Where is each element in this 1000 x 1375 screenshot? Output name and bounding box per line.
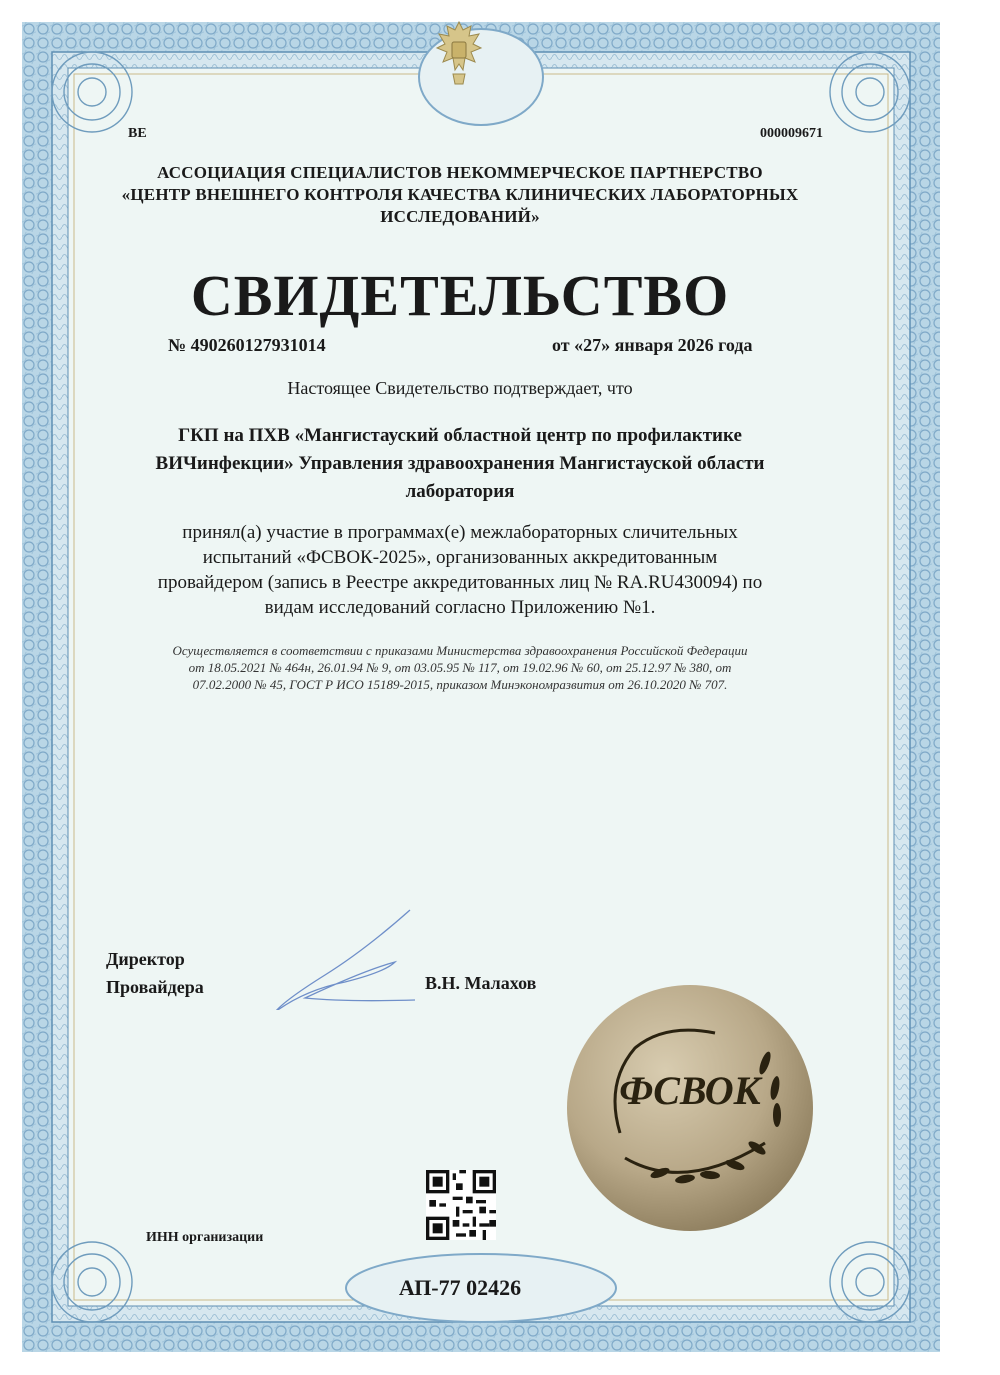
- certificate-date: от «27» января 2026 года: [552, 335, 753, 355]
- series-code: ВЕ: [128, 126, 147, 141]
- signatory-title-line: Директор: [106, 949, 185, 969]
- holder-line: ГКП на ПХВ «Мангистауский областной центр по профилактике: [178, 425, 742, 446]
- inn-label: ИНН организации: [146, 1230, 264, 1245]
- body-line: видам исследований согласно Приложению №1.: [264, 597, 656, 618]
- signatory-title: [106, 945, 204, 1001]
- issuing-organization: [110, 162, 810, 228]
- confirm-text: Настоящее Свидетельство подтверждает, что: [287, 378, 633, 398]
- qr-code-icon: [426, 1170, 496, 1240]
- certificate-holder: [90, 422, 830, 506]
- body-line: испытаний «ФСВОК-2025», организованных аккредитованным: [202, 547, 718, 568]
- form-number: АП-77 02426: [398, 1275, 522, 1300]
- organization-line: ИССЛЕДОВАНИЙ»: [380, 207, 540, 226]
- seal-text: ФСВОК: [619, 1068, 761, 1113]
- legal-line: от 18.05.2021 № 464н, 26.01.94 № 9, от 03.05.95 № 117, от 19.02.96 № 60, от 25.12.97 № 380, от: [188, 660, 732, 675]
- signatory-name: В.Н. Малахов: [425, 973, 537, 993]
- body-line: принял(а) участие в программах(е) межлабораторных сличительных: [182, 522, 738, 543]
- legal-basis: [85, 642, 835, 693]
- organization-line: АССОЦИАЦИЯ СПЕЦИАЛИСТОВ НЕКОММЕРЧЕСКОЕ ПАРТНЕРСТВО: [157, 163, 763, 182]
- form-number-cartouche: [340, 1266, 580, 1310]
- serial-number: 000009671: [760, 126, 823, 141]
- certificate-number: № 490260127931014: [168, 335, 326, 355]
- organization-line: «ЦЕНТР ВНЕШНЕГО КОНТРОЛЯ КАЧЕСТВА КЛИНИЧЕСКИХ ЛАБОРАТОРНЫХ: [121, 185, 799, 204]
- signature-mark: [245, 890, 425, 1010]
- legal-line: 07.02.2000 № 45, ГОСТ Р ИСО 15189-2015, приказом Минэкономразвития от 26.10.2020 № 707.: [192, 677, 728, 692]
- holder-line: ВИЧинфекции» Управления здравоохранения Мангистауской области: [155, 453, 765, 474]
- signatory-title-line: Провайдера: [106, 977, 204, 997]
- certificate-body: [80, 520, 840, 620]
- holder-line: лаборатория: [405, 481, 515, 502]
- coat-of-arms-icon: [419, 14, 499, 94]
- seal-stamp: [565, 983, 815, 1233]
- document-title: СВИДЕТЕЛЬСТВО: [190, 263, 730, 328]
- legal-line: Осуществляется в соответствии с приказами Министерства здравоохранения Российской Федерации: [172, 643, 748, 658]
- body-line: провайдером (запись в Реестре аккредитованных лиц № RA.RU430094) по: [157, 572, 763, 593]
